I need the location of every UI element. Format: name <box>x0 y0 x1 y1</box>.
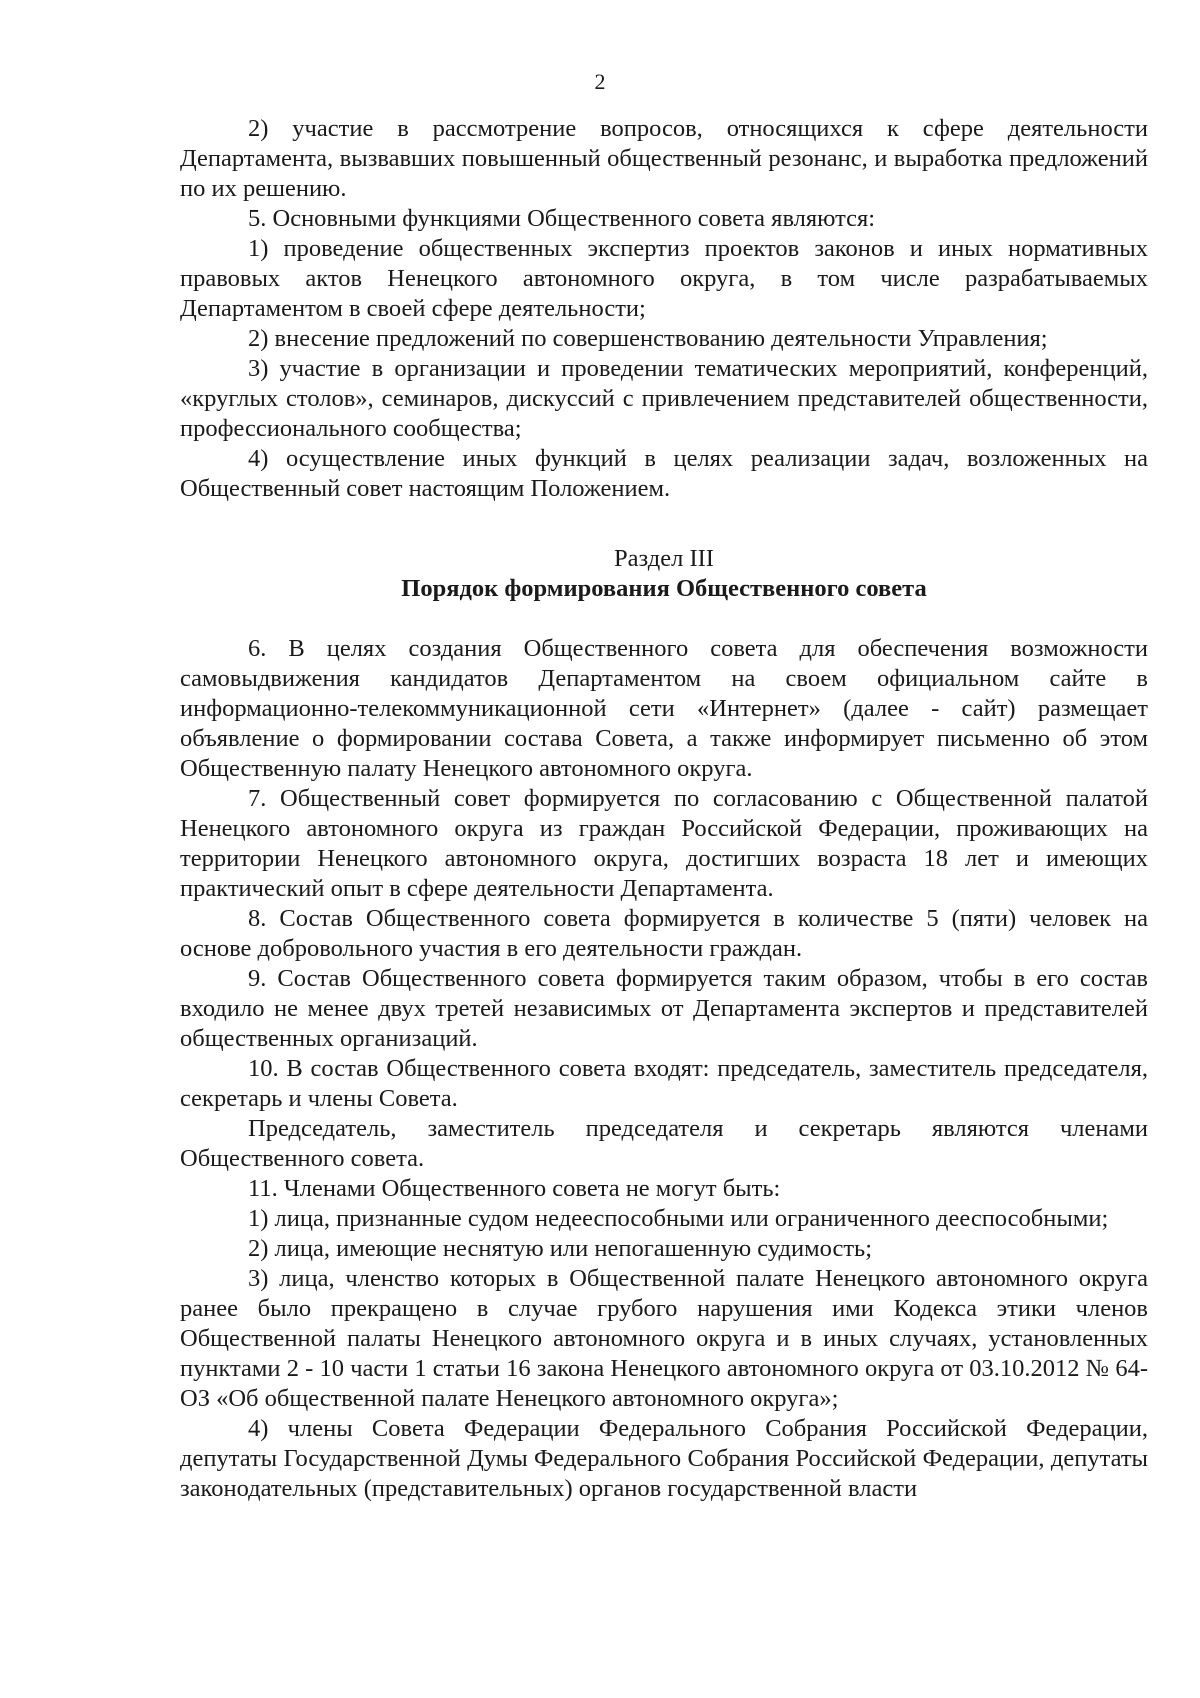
paragraph: 3) лица, членство которых в Общественной палате Ненецкого автономного округа ранее было прекращено в случае грубого нарушения ими Кодекса этики членов Общественной палаты Ненецкого автономного округа и в иных случаях, установленных пунктами 2 - 10 части 1 статьи 16 закона Ненецкого автономного округа от 03.10.2012 № 64-ОЗ «Об общественной палате Ненецкого автономного округа»; <box>180 1265 1148 1412</box>
paragraph: 3) участие в организации и проведении тематических мероприятий, конференций, «круглых столов», семинаров, дискуссий с привлечением представителей общественности, профессионального сообщества; <box>180 355 1148 442</box>
paragraph: 10. В состав Общественного совета входят: председатель, заместитель председателя, секретарь и члены Совета. <box>180 1055 1148 1112</box>
section-number: Раздел III <box>614 545 714 572</box>
paragraph: 8. Состав Общественного совета формируется в количестве 5 (пяти) человек на основе добровольного участия в его деятельности граждан. <box>180 905 1148 962</box>
paragraph: 1) лица, признанные судом недееспособными или ограниченного дееспособными; <box>248 1205 1109 1232</box>
paragraph: 7. Общественный совет формируется по согласованию с Общественной палатой Ненецкого автономного округа из граждан Российской Федерации, проживающих на территории Ненецкого автономного округа, достигших возраста 18 лет и имеющих практический опыт в сфере деятельности Департамента. <box>180 785 1148 902</box>
section-heading: Порядок формирования Общественного совета <box>401 575 927 602</box>
paragraph: 2) участие в рассмотрение вопросов, относящихся к сфере деятельности Департамента, вызвавших повышенный общественный резонанс, и выработка предложений по их решению. <box>180 115 1148 202</box>
paragraph: 9. Состав Общественного совета формируется таким образом, чтобы в его состав входило не менее двух третей независимых от Департамента экспертов и представителей общественных организаций. <box>180 965 1148 1052</box>
paragraph: 1) проведение общественных экспертиз проектов законов и иных нормативных правовых актов Ненецкого автономного округа, в том числе разрабатываемых Департаментом в своей сфере деятельности; <box>180 235 1148 322</box>
page-number: 2 <box>594 69 606 94</box>
paragraph: 4) члены Совета Федерации Федерального Собрания Российской Федерации, депутаты Государственной Думы Федерального Собрания Российской Федерации, депутаты законодательных (представительных) органов государственной власти <box>180 1415 1148 1502</box>
paragraph: 11. Членами Общественного совета не могут быть: <box>248 1175 781 1202</box>
paragraph: 6. В целях создания Общественного совета для обеспечения возможности самовыдвижения кандидатов Департаментом на своем официальном сайте в информационно-телекоммуникационной сети «Интернет» (далее - сайт) размещает объявление о формировании состава Совета, а также информирует письменно об этом Общественную палату Ненецкого автономного округа. <box>180 635 1148 782</box>
paragraph: 5. Основными функциями Общественного совета являются: <box>248 205 876 232</box>
paragraph: 2) внесение предложений по совершенствованию деятельности Управления; <box>248 325 1048 352</box>
spacer <box>180 604 1148 634</box>
paragraph: Председатель, заместитель председателя и секретарь являются членами Общественного совета. <box>180 1115 1148 1172</box>
spacer <box>180 504 1148 544</box>
paragraph: 2) лица, имеющие неснятую или непогашенную судимость; <box>248 1235 873 1262</box>
paragraph: 4) осуществление иных функций в целях реализации задач, возложенных на Общественный совет настоящим Положением. <box>180 445 1148 502</box>
document-body <box>180 114 1148 1504</box>
